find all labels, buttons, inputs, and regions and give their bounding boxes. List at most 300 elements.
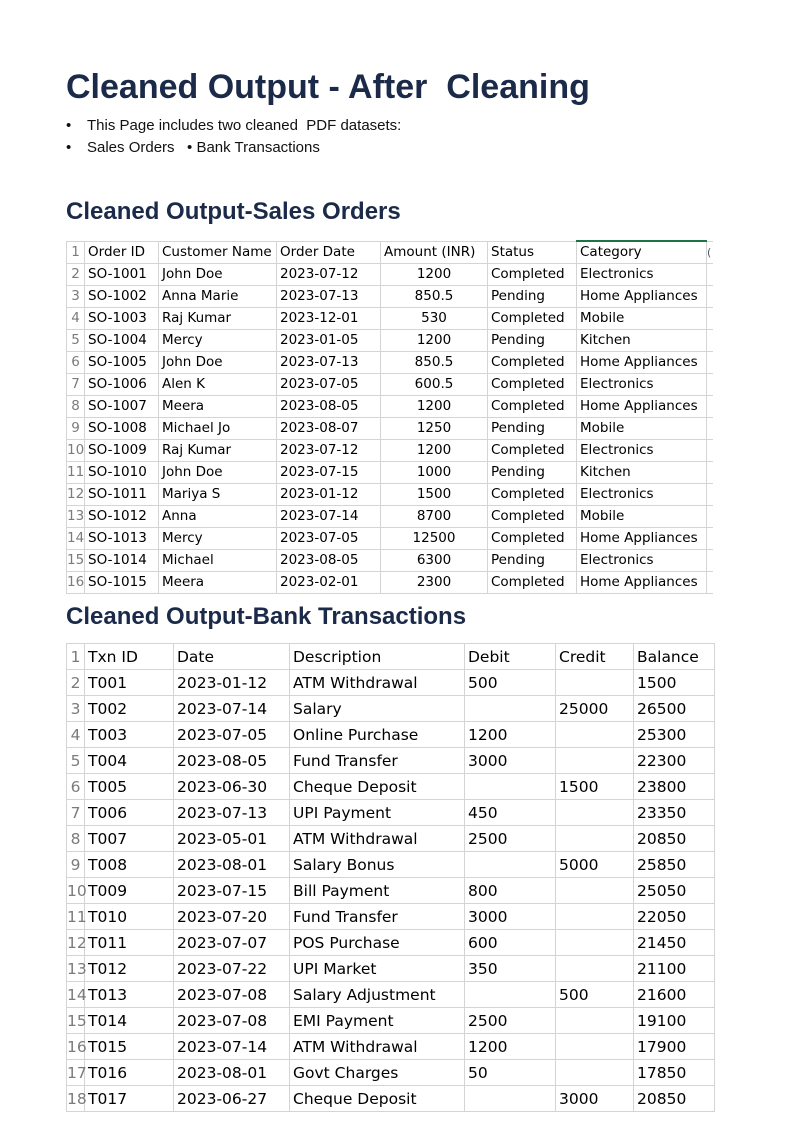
row-number: 1 xyxy=(67,644,85,670)
table-cell[interactable]: Pending xyxy=(488,461,577,483)
table-cell[interactable]: SO-1005 xyxy=(85,351,159,373)
empty-cell xyxy=(707,285,713,307)
table-cell[interactable]: Alen K xyxy=(159,373,277,395)
row-number: 16 xyxy=(67,571,85,593)
table-cell[interactable]: 2023-12-01 xyxy=(277,307,381,329)
sales-orders-table xyxy=(66,240,713,594)
table-cell[interactable]: 1200 xyxy=(465,1034,556,1060)
table-cell[interactable]: T015 xyxy=(85,1034,174,1060)
table-cell[interactable]: 2023-07-12 xyxy=(277,439,381,461)
table-row xyxy=(67,930,715,956)
table-row xyxy=(67,285,713,307)
table-cell[interactable]: 2023-07-13 xyxy=(277,351,381,373)
table-cell[interactable]: John Doe xyxy=(159,351,277,373)
column-header[interactable]: Status xyxy=(488,241,577,263)
table-cell[interactable]: 2023-06-30 xyxy=(174,774,290,800)
empty-cell xyxy=(707,571,713,593)
table-cell[interactable]: Electronics xyxy=(577,439,707,461)
table-cell[interactable]: T009 xyxy=(85,878,174,904)
table-cell[interactable]: 1500 xyxy=(556,774,634,800)
table-cell[interactable]: SO-1014 xyxy=(85,549,159,571)
table-cell[interactable]: 21100 xyxy=(634,956,715,982)
row-number: 11 xyxy=(67,461,85,483)
table-row xyxy=(67,956,715,982)
table-cell[interactable]: Salary xyxy=(290,696,465,722)
table-cell[interactable]: Home Appliances xyxy=(577,285,707,307)
table-cell[interactable]: 20850 xyxy=(634,826,715,852)
sales-section-heading: Cleaned Output-Sales Orders xyxy=(66,198,401,225)
table-cell[interactable]: 17850 xyxy=(634,1060,715,1086)
table-cell[interactable] xyxy=(465,696,556,722)
bank-transactions-table xyxy=(66,643,715,1112)
table-cell[interactable]: Completed xyxy=(488,571,577,593)
table-cell[interactable] xyxy=(556,826,634,852)
table-cell[interactable]: 2023-08-05 xyxy=(277,395,381,417)
table-row xyxy=(67,417,713,439)
table-cell[interactable]: T007 xyxy=(85,826,174,852)
table-cell[interactable]: 2023-06-27 xyxy=(174,1086,290,1112)
table-cell[interactable]: 21450 xyxy=(634,930,715,956)
table-row xyxy=(67,1034,715,1060)
table-cell[interactable]: 2023-08-01 xyxy=(174,1060,290,1086)
row-number: 11 xyxy=(67,904,85,930)
table-cell[interactable]: Completed xyxy=(488,307,577,329)
table-cell[interactable]: 2023-07-05 xyxy=(174,722,290,748)
empty-cell xyxy=(707,505,713,527)
empty-cell xyxy=(707,417,713,439)
table-cell[interactable]: 530 xyxy=(381,307,488,329)
table-cell[interactable]: 500 xyxy=(465,670,556,696)
table-cell[interactable]: Mobile xyxy=(577,417,707,439)
table-cell[interactable]: SO-1004 xyxy=(85,329,159,351)
table-cell[interactable]: Electronics xyxy=(577,549,707,571)
table-cell[interactable] xyxy=(556,800,634,826)
table-cell[interactable]: UPI Payment xyxy=(290,800,465,826)
table-cell[interactable]: 2023-07-15 xyxy=(277,461,381,483)
table-cell[interactable]: 2023-07-20 xyxy=(174,904,290,930)
row-number: 7 xyxy=(67,800,85,826)
table-cell[interactable]: T004 xyxy=(85,748,174,774)
table-cell[interactable]: 2023-07-15 xyxy=(174,878,290,904)
table-cell[interactable]: 2023-07-08 xyxy=(174,1008,290,1034)
table-cell[interactable]: 1200 xyxy=(381,329,488,351)
table-cell[interactable]: Electronics xyxy=(577,373,707,395)
table-cell[interactable]: 6300 xyxy=(381,549,488,571)
table-cell[interactable]: Raj Kumar xyxy=(159,439,277,461)
row-number: 14 xyxy=(67,527,85,549)
table-cell[interactable] xyxy=(556,1060,634,1086)
row-number: 7 xyxy=(67,373,85,395)
table-cell[interactable]: 600.5 xyxy=(381,373,488,395)
table-cell[interactable]: T006 xyxy=(85,800,174,826)
row-number: 2 xyxy=(67,263,85,285)
row-number: 6 xyxy=(67,774,85,800)
empty-cell xyxy=(707,351,713,373)
table-cell[interactable]: John Doe xyxy=(159,461,277,483)
table-cell[interactable]: 2023-07-05 xyxy=(277,527,381,549)
table-cell[interactable]: Cheque Deposit xyxy=(290,1086,465,1112)
table-row xyxy=(67,748,715,774)
empty-cell xyxy=(707,373,713,395)
row-number: 10 xyxy=(67,878,85,904)
empty-cell xyxy=(707,527,713,549)
table-cell[interactable] xyxy=(465,1086,556,1112)
table-cell[interactable]: 21600 xyxy=(634,982,715,1008)
row-number: 5 xyxy=(67,329,85,351)
table-cell[interactable]: Completed xyxy=(488,527,577,549)
table-cell[interactable]: T011 xyxy=(85,930,174,956)
intro-bullet-list xyxy=(66,115,401,159)
row-number: 3 xyxy=(67,285,85,307)
table-cell[interactable]: 600 xyxy=(465,930,556,956)
table-cell[interactable]: SO-1013 xyxy=(85,527,159,549)
table-cell[interactable]: SO-1006 xyxy=(85,373,159,395)
header-row xyxy=(67,241,713,263)
table-cell[interactable]: 2023-08-07 xyxy=(277,417,381,439)
empty-cell xyxy=(707,329,713,351)
table-cell[interactable]: UPI Market xyxy=(290,956,465,982)
table-cell[interactable]: 25850 xyxy=(634,852,715,878)
row-number: 13 xyxy=(67,505,85,527)
table-cell[interactable]: 2023-07-13 xyxy=(277,285,381,307)
table-cell[interactable]: Meera xyxy=(159,571,277,593)
table-cell[interactable]: T013 xyxy=(85,982,174,1008)
table-cell[interactable]: Mobile xyxy=(577,505,707,527)
table-cell[interactable]: 2023-07-05 xyxy=(277,373,381,395)
bullet-item xyxy=(66,137,401,159)
row-number: 9 xyxy=(67,417,85,439)
empty-cell xyxy=(707,307,713,329)
empty-cell xyxy=(707,395,713,417)
table-cell[interactable]: 1200 xyxy=(381,439,488,461)
table-cell[interactable]: 2023-07-12 xyxy=(277,263,381,285)
bank-section-heading: Cleaned Output-Bank Transactions xyxy=(66,603,467,630)
table-row xyxy=(67,395,713,417)
table-row xyxy=(67,722,715,748)
table-row xyxy=(67,483,713,505)
row-number: 17 xyxy=(67,1060,85,1086)
table-cell[interactable]: T008 xyxy=(85,852,174,878)
table-cell[interactable]: 2023-07-14 xyxy=(174,696,290,722)
table-row xyxy=(67,878,715,904)
table-cell[interactable]: 350 xyxy=(465,956,556,982)
table-cell[interactable]: John Doe xyxy=(159,263,277,285)
table-cell[interactable]: SO-1008 xyxy=(85,417,159,439)
table-cell[interactable]: T010 xyxy=(85,904,174,930)
row-number: 12 xyxy=(67,483,85,505)
table-cell[interactable]: 800 xyxy=(465,878,556,904)
table-cell[interactable]: SO-1010 xyxy=(85,461,159,483)
table-cell[interactable]: T016 xyxy=(85,1060,174,1086)
table-cell[interactable]: 500 xyxy=(556,982,634,1008)
bullet-marker: • xyxy=(66,139,72,156)
table-row xyxy=(67,696,715,722)
table-cell[interactable]: 1200 xyxy=(381,395,488,417)
table-cell[interactable] xyxy=(556,878,634,904)
empty-cell xyxy=(707,461,713,483)
table-cell[interactable]: Kitchen xyxy=(577,329,707,351)
table-row xyxy=(67,351,713,373)
table-cell[interactable]: Home Appliances xyxy=(577,395,707,417)
table-cell[interactable]: 20850 xyxy=(634,1086,715,1112)
column-header[interactable]: Txn ID xyxy=(85,644,174,670)
table-cell[interactable]: 22050 xyxy=(634,904,715,930)
row-number: 9 xyxy=(67,852,85,878)
table-cell[interactable]: Michael xyxy=(159,549,277,571)
table-cell[interactable]: 25000 xyxy=(556,696,634,722)
column-header[interactable]: Order ID xyxy=(85,241,159,263)
table-cell[interactable]: Home Appliances xyxy=(577,527,707,549)
table-cell[interactable]: POS Purchase xyxy=(290,930,465,956)
table-cell[interactable]: 1200 xyxy=(381,263,488,285)
table-cell[interactable]: ATM Withdrawal xyxy=(290,670,465,696)
table-cell[interactable]: Michael Jo xyxy=(159,417,277,439)
table-cell[interactable]: T014 xyxy=(85,1008,174,1034)
table-cell[interactable]: ATM Withdrawal xyxy=(290,1034,465,1060)
table-cell[interactable]: 25050 xyxy=(634,878,715,904)
table-row xyxy=(67,527,713,549)
row-number: 2 xyxy=(67,670,85,696)
row-number: 10 xyxy=(67,439,85,461)
table-cell[interactable]: Anna xyxy=(159,505,277,527)
table-cell[interactable]: SO-1001 xyxy=(85,263,159,285)
row-number: 5 xyxy=(67,748,85,774)
table-cell[interactable]: Electronics xyxy=(577,263,707,285)
table-cell[interactable]: T002 xyxy=(85,696,174,722)
table-cell[interactable]: Completed xyxy=(488,439,577,461)
column-header[interactable]: Order Date xyxy=(277,241,381,263)
table-cell[interactable]: Mercy xyxy=(159,329,277,351)
table-cell[interactable] xyxy=(556,930,634,956)
column-header[interactable]: Debit xyxy=(465,644,556,670)
row-number: 8 xyxy=(67,826,85,852)
table-row xyxy=(67,307,713,329)
table-cell[interactable]: Bill Payment xyxy=(290,878,465,904)
table-cell[interactable]: Completed xyxy=(488,263,577,285)
table-cell[interactable]: 850.5 xyxy=(381,351,488,373)
table-row xyxy=(67,263,713,285)
table-cell[interactable]: 23800 xyxy=(634,774,715,800)
table-cell[interactable]: 2023-01-05 xyxy=(277,329,381,351)
truncated-column-edge: ( xyxy=(707,241,713,263)
row-number: 15 xyxy=(67,1008,85,1034)
table-row xyxy=(67,329,713,351)
table-cell[interactable]: 1500 xyxy=(381,483,488,505)
table-cell[interactable]: T001 xyxy=(85,670,174,696)
table-row xyxy=(67,852,715,878)
row-number: 12 xyxy=(67,930,85,956)
page-title: Cleaned Output - After Cleaning xyxy=(66,68,590,106)
table-row xyxy=(67,505,713,527)
table-cell[interactable] xyxy=(465,852,556,878)
table-cell[interactable]: ATM Withdrawal xyxy=(290,826,465,852)
table-cell[interactable]: Mobile xyxy=(577,307,707,329)
table-cell[interactable]: Mariya S xyxy=(159,483,277,505)
row-number: 18 xyxy=(67,1086,85,1112)
table-cell[interactable]: SO-1009 xyxy=(85,439,159,461)
empty-cell xyxy=(707,483,713,505)
table-cell[interactable]: 2023-08-05 xyxy=(277,549,381,571)
empty-cell xyxy=(707,439,713,461)
table-cell[interactable]: Govt Charges xyxy=(290,1060,465,1086)
bullet-text: Sales Orders • Bank Transactions xyxy=(87,139,320,156)
table-cell[interactable]: Online Purchase xyxy=(290,722,465,748)
row-number: 3 xyxy=(67,696,85,722)
table-row xyxy=(67,774,715,800)
bullet-text: This Page includes two cleaned PDF datasets: xyxy=(87,117,402,134)
table-cell[interactable]: SO-1003 xyxy=(85,307,159,329)
table-cell[interactable]: Completed xyxy=(488,373,577,395)
table-row xyxy=(67,571,713,593)
table-cell[interactable]: Pending xyxy=(488,417,577,439)
header-row xyxy=(67,644,715,670)
table-cell[interactable]: Pending xyxy=(488,285,577,307)
table-row xyxy=(67,670,715,696)
table-row xyxy=(67,373,713,395)
bullet-marker: • xyxy=(66,117,72,134)
table-cell[interactable]: 1500 xyxy=(634,670,715,696)
table-cell[interactable] xyxy=(556,722,634,748)
table-cell[interactable]: 12500 xyxy=(381,527,488,549)
row-number: 4 xyxy=(67,307,85,329)
table-cell[interactable]: T012 xyxy=(85,956,174,982)
table-cell[interactable]: 26500 xyxy=(634,696,715,722)
table-cell[interactable]: 2023-01-12 xyxy=(174,670,290,696)
table-cell[interactable]: Electronics xyxy=(577,483,707,505)
column-header[interactable]: Amount (INR) xyxy=(381,241,488,263)
table-row xyxy=(67,1008,715,1034)
table-cell[interactable]: 2023-07-13 xyxy=(174,800,290,826)
table-cell[interactable]: SO-1012 xyxy=(85,505,159,527)
table-row xyxy=(67,904,715,930)
table-cell[interactable]: 2023-08-01 xyxy=(174,852,290,878)
table-cell[interactable]: SO-1002 xyxy=(85,285,159,307)
table-cell[interactable]: 2023-02-01 xyxy=(277,571,381,593)
table-cell[interactable]: 2023-07-08 xyxy=(174,982,290,1008)
table-row xyxy=(67,439,713,461)
table-cell[interactable]: Home Appliances xyxy=(577,571,707,593)
row-number: 16 xyxy=(67,1034,85,1060)
row-number: 4 xyxy=(67,722,85,748)
table-cell[interactable]: T005 xyxy=(85,774,174,800)
empty-cell xyxy=(707,549,713,571)
table-row xyxy=(67,1086,715,1112)
table-row xyxy=(67,800,715,826)
table-cell[interactable]: EMI Payment xyxy=(290,1008,465,1034)
table-cell[interactable]: Salary Bonus xyxy=(290,852,465,878)
table-cell[interactable] xyxy=(465,774,556,800)
table-cell[interactable]: 25300 xyxy=(634,722,715,748)
table-cell[interactable]: SO-1011 xyxy=(85,483,159,505)
table-cell[interactable] xyxy=(556,670,634,696)
table-cell[interactable] xyxy=(556,1034,634,1060)
table-cell[interactable]: Fund Transfer xyxy=(290,904,465,930)
table-cell[interactable]: 19100 xyxy=(634,1008,715,1034)
empty-cell xyxy=(707,263,713,285)
table-cell[interactable] xyxy=(556,1008,634,1034)
table-cell[interactable]: Anna Marie xyxy=(159,285,277,307)
table-cell[interactable]: Completed xyxy=(488,505,577,527)
table-cell[interactable]: Completed xyxy=(488,483,577,505)
table-cell[interactable]: 2023-07-14 xyxy=(174,1034,290,1060)
table-cell[interactable] xyxy=(465,982,556,1008)
table-row xyxy=(67,461,713,483)
table-row xyxy=(67,982,715,1008)
table-row xyxy=(67,1060,715,1086)
table-cell[interactable]: Home Appliances xyxy=(577,351,707,373)
table-cell[interactable]: 1250 xyxy=(381,417,488,439)
table-cell[interactable]: 2023-05-01 xyxy=(174,826,290,852)
bullet-item xyxy=(66,115,401,137)
table-cell[interactable]: T003 xyxy=(85,722,174,748)
table-cell[interactable]: Pending xyxy=(488,329,577,351)
column-header[interactable]: Balance xyxy=(634,644,715,670)
table-cell[interactable]: 850.5 xyxy=(381,285,488,307)
table-cell[interactable]: Fund Transfer xyxy=(290,748,465,774)
table-cell[interactable]: 2023-01-12 xyxy=(277,483,381,505)
table-cell[interactable]: 2023-07-22 xyxy=(174,956,290,982)
table-cell[interactable]: Mercy xyxy=(159,527,277,549)
table-cell[interactable]: 3000 xyxy=(465,904,556,930)
row-number: 15 xyxy=(67,549,85,571)
table-cell[interactable]: 22300 xyxy=(634,748,715,774)
table-row xyxy=(67,826,715,852)
table-cell[interactable]: 1000 xyxy=(381,461,488,483)
table-cell[interactable]: SO-1007 xyxy=(85,395,159,417)
table-cell[interactable]: Completed xyxy=(488,395,577,417)
table-cell[interactable]: 23350 xyxy=(634,800,715,826)
table-cell[interactable]: Raj Kumar xyxy=(159,307,277,329)
table-cell[interactable]: 2500 xyxy=(465,1008,556,1034)
table-cell[interactable]: 2023-08-05 xyxy=(174,748,290,774)
table-cell[interactable]: 50 xyxy=(465,1060,556,1086)
table-cell[interactable]: 2023-07-14 xyxy=(277,505,381,527)
column-header[interactable]: Date xyxy=(174,644,290,670)
table-cell[interactable] xyxy=(556,956,634,982)
row-number: 13 xyxy=(67,956,85,982)
table-cell[interactable]: Meera xyxy=(159,395,277,417)
table-cell[interactable]: Kitchen xyxy=(577,461,707,483)
row-number: 1 xyxy=(67,241,85,263)
table-cell[interactable]: Salary Adjustment xyxy=(290,982,465,1008)
row-number: 8 xyxy=(67,395,85,417)
table-cell[interactable]: 2023-07-07 xyxy=(174,930,290,956)
column-header[interactable]: Description xyxy=(290,644,465,670)
table-row xyxy=(67,549,713,571)
table-cell[interactable] xyxy=(556,748,634,774)
table-cell[interactable]: Pending xyxy=(488,549,577,571)
table-cell[interactable]: 2300 xyxy=(381,571,488,593)
row-number: 6 xyxy=(67,351,85,373)
table-cell[interactable]: 1200 xyxy=(465,722,556,748)
row-number: 14 xyxy=(67,982,85,1008)
table-cell[interactable]: Cheque Deposit xyxy=(290,774,465,800)
table-cell[interactable]: 450 xyxy=(465,800,556,826)
table-cell[interactable]: T017 xyxy=(85,1086,174,1112)
column-header[interactable]: Credit xyxy=(556,644,634,670)
table-cell[interactable]: 3000 xyxy=(556,1086,634,1112)
table-cell[interactable]: 8700 xyxy=(381,505,488,527)
table-cell[interactable]: 5000 xyxy=(556,852,634,878)
table-cell[interactable]: Completed xyxy=(488,351,577,373)
table-cell[interactable]: 2500 xyxy=(465,826,556,852)
column-header[interactable]: Customer Name xyxy=(159,241,277,263)
table-cell[interactable]: 17900 xyxy=(634,1034,715,1060)
table-cell[interactable]: 3000 xyxy=(465,748,556,774)
table-cell[interactable]: SO-1015 xyxy=(85,571,159,593)
column-header[interactable]: Category xyxy=(577,241,707,263)
table-cell[interactable] xyxy=(556,904,634,930)
